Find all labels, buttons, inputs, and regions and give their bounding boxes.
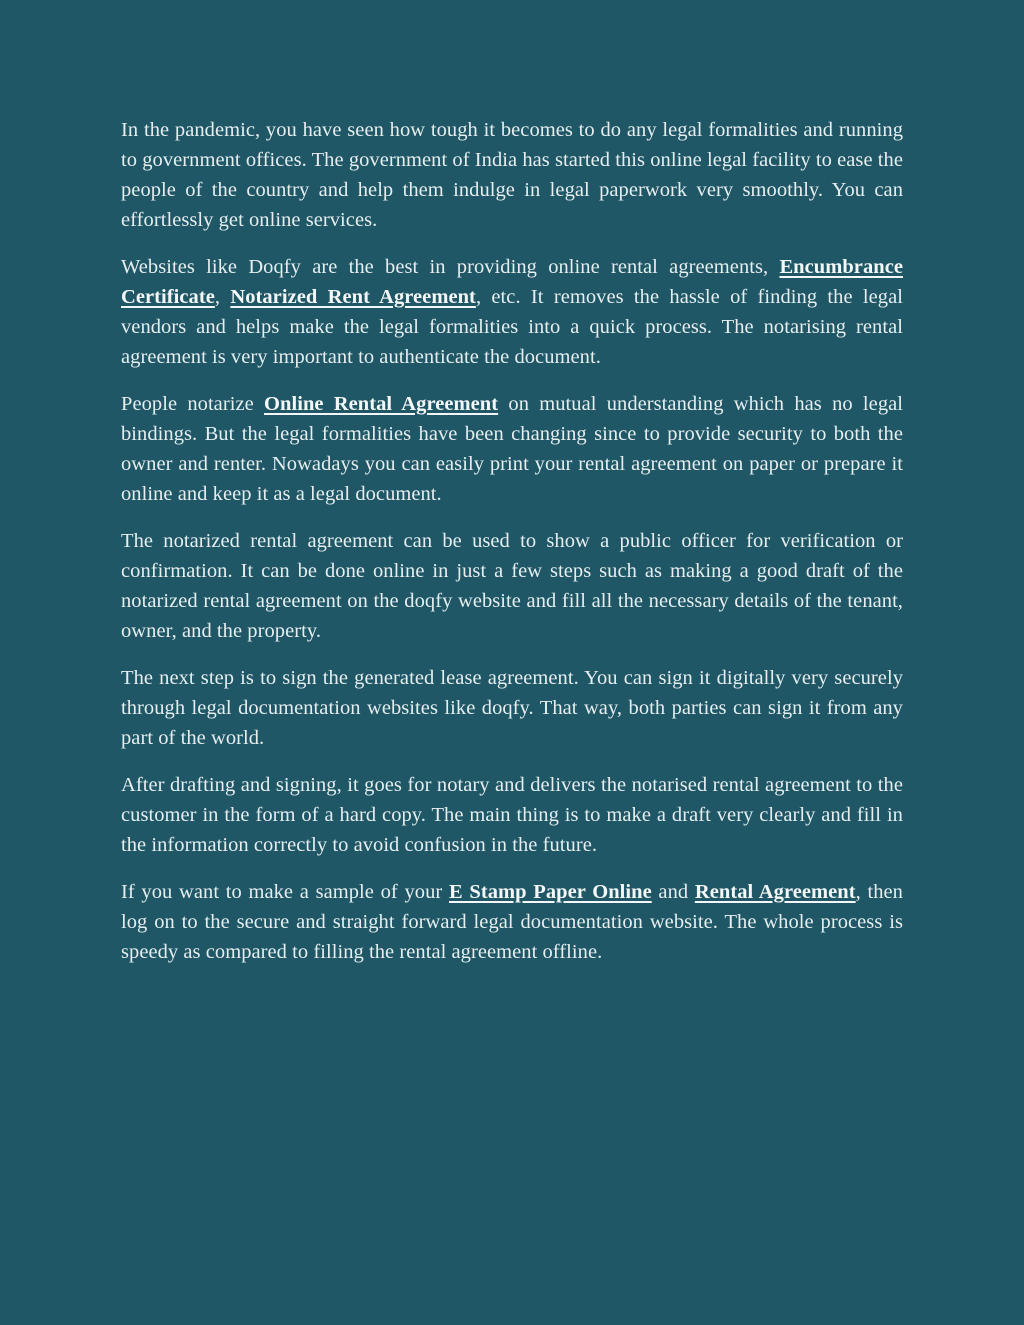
rental-agreement-link[interactable]: Rental Agreement bbox=[694, 881, 856, 903]
paragraph-next-step bbox=[121, 663, 903, 753]
paragraph-public-officer bbox=[121, 526, 903, 646]
online-rental-agreement-link[interactable]: Online Rental Agreement bbox=[264, 393, 499, 415]
paragraph-text: People notarize bbox=[121, 393, 265, 415]
paragraph-websites bbox=[121, 252, 903, 372]
paragraph-text: The notarized rental agreement can be used to show a public officer for verification or confirmation. It can be done online in just a few steps such as making a good draft of the notarized rental agreement on the doqfy website and fill all the necessary details of the tenant, owner, and the property. bbox=[121, 530, 903, 642]
paragraph-text: and bbox=[651, 881, 695, 903]
notarized-rent-agreement-link[interactable]: Notarized Rent Agreement bbox=[230, 286, 476, 308]
paragraph-text: If you want to make a sample of your bbox=[121, 881, 449, 903]
paragraph-text: , etc. It removes the hassle of finding the legal vendors and helps make the legal formalities into a quick process. The notarising rental agreement is very important to authenticate the document. bbox=[121, 286, 903, 368]
e-stamp-paper-online-link[interactable]: E Stamp Paper Online bbox=[448, 881, 652, 903]
paragraph-text: , then log on to the secure and straight forward legal documentation website. The whole process is speedy as compared to filling the rental agreement offline. bbox=[121, 881, 903, 963]
paragraph-text: , bbox=[214, 286, 231, 308]
paragraph-text: After drafting and signing, it goes for notary and delivers the notarised rental agreement to the customer in the form of a hard copy. The main thing is to make a draft very clearly and fill in the information correctly to avoid confusion in the future. bbox=[121, 774, 903, 856]
paragraph-text: The next step is to sign the generated lease agreement. You can sign it digitally very securely through legal documentation websites like doqfy. That way, both parties can sign it from any part of the world. bbox=[121, 667, 903, 749]
paragraph-text: In the pandemic, you have seen how tough it becomes to do any legal formalities and running to government offices. The government of India has started this online legal facility to ease the people of the country and help them indulge in legal paperwork very smoothly. You can effortlessly get online services. bbox=[121, 119, 903, 231]
paragraph-text: Websites like Doqfy are the best in providing online rental agreements, bbox=[121, 256, 780, 278]
paragraph-text: on mutual understanding which has no legal bindings. But the legal formalities have been changing since to provide security to both the owner and renter. Nowadays you can easily print your rental agreement on paper or prepare it online and keep it as a legal document. bbox=[121, 393, 904, 505]
paragraph-drafting bbox=[121, 770, 903, 860]
paragraph-sample bbox=[121, 877, 903, 967]
paragraph-notarize bbox=[121, 389, 903, 509]
encumbrance-certificate-link[interactable]: Encumbrance Certificate bbox=[121, 256, 903, 308]
paragraph-pandemic bbox=[121, 115, 903, 235]
